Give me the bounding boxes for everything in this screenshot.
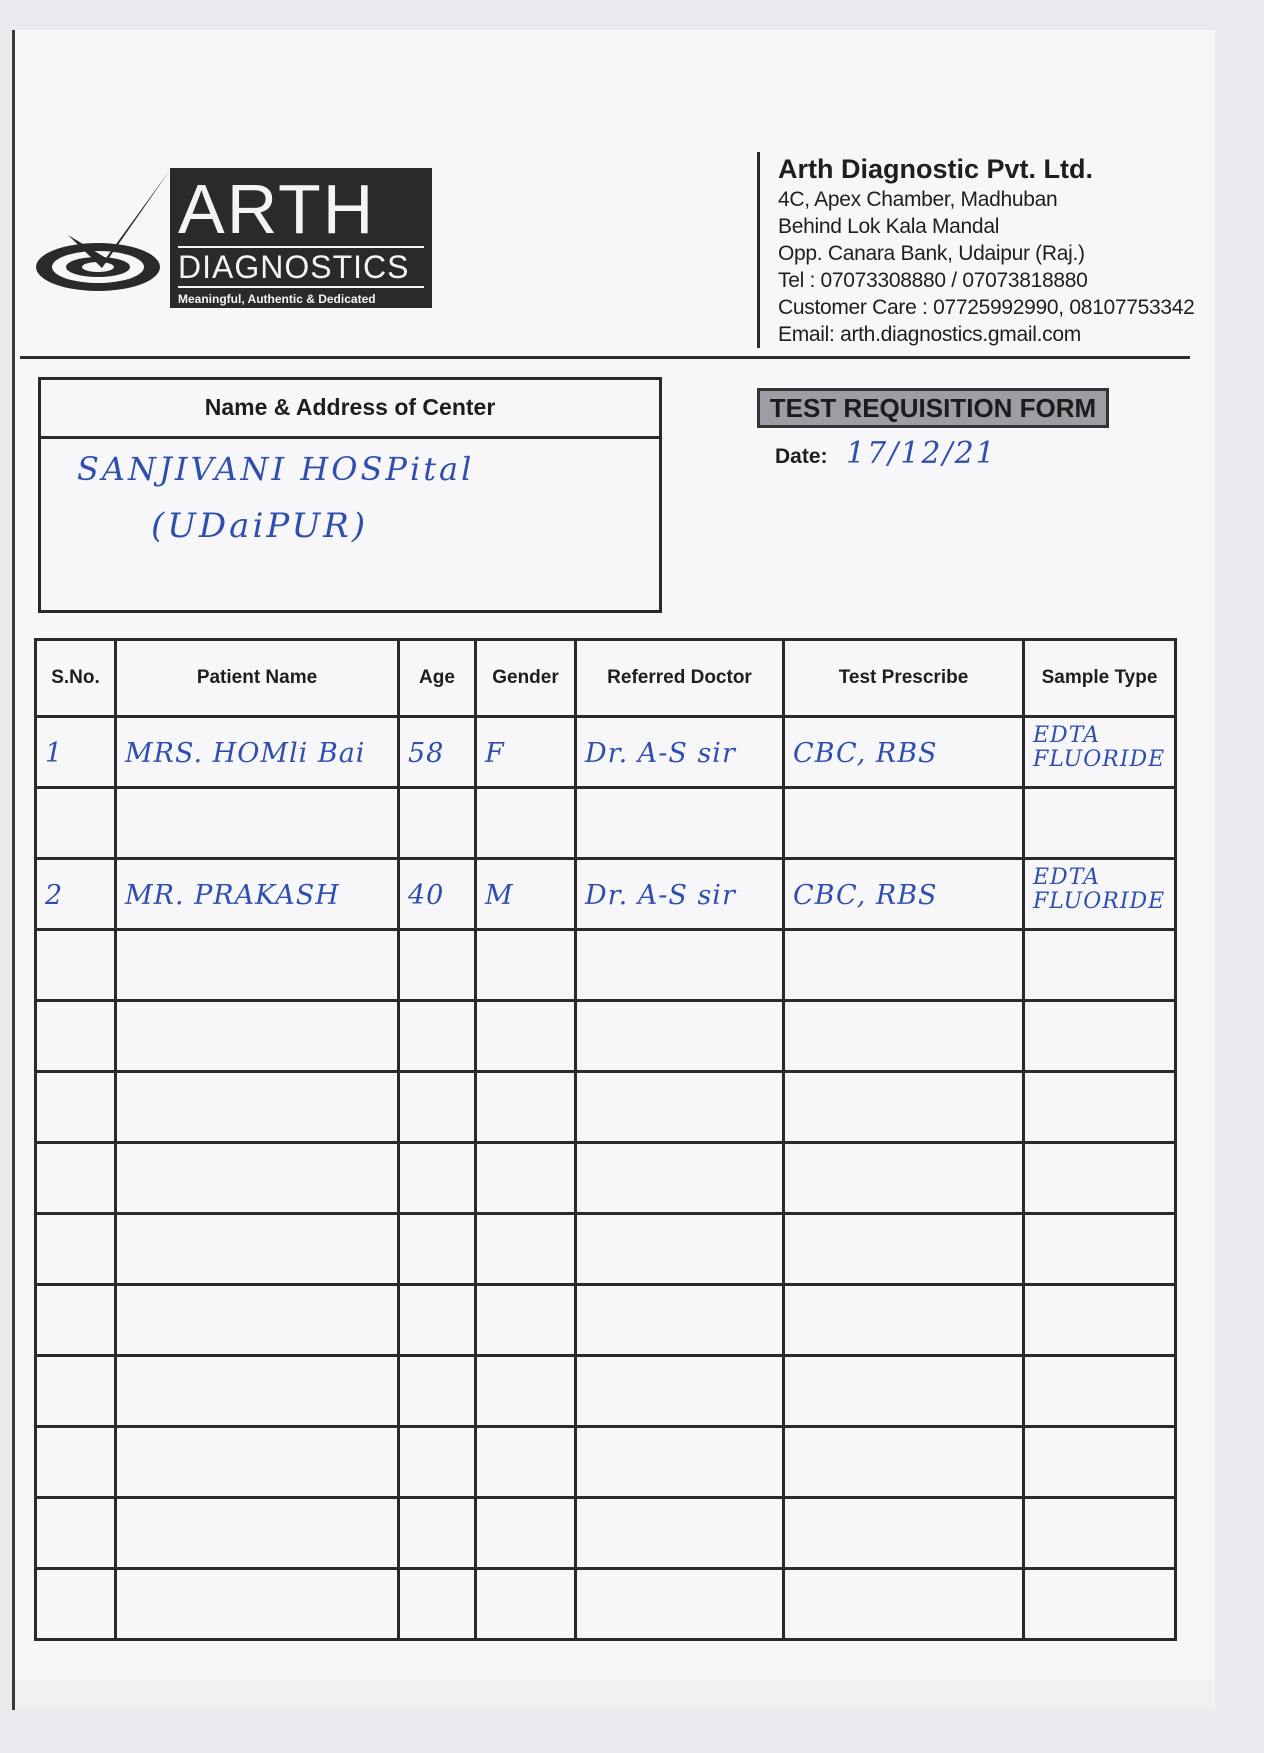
cell-age bbox=[399, 1001, 476, 1072]
cell-test-prescribe bbox=[784, 1427, 1024, 1498]
table-body bbox=[36, 717, 1176, 1640]
cell-gender-text: M bbox=[485, 880, 514, 911]
cell-referred-doctor bbox=[576, 1427, 784, 1498]
cell-sno bbox=[36, 1072, 116, 1143]
cell-referred-doctor-text: Dr. A-S sir bbox=[585, 880, 736, 911]
cell-referred-doctor bbox=[576, 1356, 784, 1427]
company-name: Arth Diagnostic Pvt. Ltd. bbox=[778, 154, 1094, 184]
cell-referred-doctor bbox=[576, 1001, 784, 1072]
company-info bbox=[757, 152, 1228, 348]
cell-sno bbox=[36, 1214, 116, 1285]
cell-sample-type bbox=[1024, 859, 1176, 930]
cell-patient-name bbox=[116, 859, 399, 930]
telephone: Tel : 07073308880 / 07073818880 bbox=[778, 269, 1088, 292]
cell-sample-type bbox=[1024, 1427, 1176, 1498]
cell-sno-text: 1 bbox=[45, 738, 64, 769]
cell-gender-text: F bbox=[485, 738, 505, 769]
cell-sno bbox=[36, 1356, 116, 1427]
cell-age bbox=[399, 1569, 476, 1640]
cell-sample-type bbox=[1024, 1356, 1176, 1427]
customer-care: Customer Care : 07725992990, 08107753342 bbox=[778, 296, 1195, 319]
table-row bbox=[36, 1427, 1176, 1498]
cell-patient-name bbox=[116, 1498, 399, 1569]
table-row bbox=[36, 1356, 1176, 1427]
patient-table bbox=[34, 638, 1177, 1641]
cell-age-text: 40 bbox=[408, 880, 445, 911]
table-row bbox=[36, 1498, 1176, 1569]
cell-patient-name bbox=[116, 1569, 399, 1640]
cell-gender bbox=[476, 930, 576, 1001]
cell-test-prescribe bbox=[784, 1214, 1024, 1285]
cell-sample-type bbox=[1024, 1143, 1176, 1214]
cell-test-prescribe bbox=[784, 930, 1024, 1001]
cell-referred-doctor bbox=[576, 859, 784, 930]
cell-test-prescribe-text: CBC, RBS bbox=[793, 738, 938, 769]
header-gender: Gender bbox=[476, 640, 576, 717]
cell-sample-type bbox=[1024, 1569, 1176, 1640]
cell-sno bbox=[36, 1001, 116, 1072]
cell-sno bbox=[36, 859, 116, 930]
table-row bbox=[36, 1001, 1176, 1072]
cell-patient-name bbox=[116, 1214, 399, 1285]
cell-gender bbox=[476, 1072, 576, 1143]
address-line-1: 4C, Apex Chamber, Madhuban bbox=[778, 188, 1058, 211]
cell-age bbox=[399, 717, 476, 788]
cell-sno bbox=[36, 717, 116, 788]
cell-gender bbox=[476, 717, 576, 788]
cell-age-text: 58 bbox=[408, 738, 445, 769]
cell-patient-name bbox=[116, 1072, 399, 1143]
date-value: 17/12/21 bbox=[846, 436, 997, 471]
header-age: Age bbox=[399, 640, 476, 717]
cell-sample-type bbox=[1024, 1001, 1176, 1072]
company-logo bbox=[20, 140, 440, 320]
table-header-row bbox=[36, 640, 1176, 717]
cell-test-prescribe bbox=[784, 788, 1024, 859]
center-city: (UDaiPUR) bbox=[151, 506, 369, 546]
center-address-box bbox=[38, 377, 662, 613]
table-row bbox=[36, 859, 1176, 930]
table-row bbox=[36, 930, 1176, 1001]
address-line-3: Opp. Canara Bank, Udaipur (Raj.) bbox=[778, 242, 1085, 265]
cell-gender bbox=[476, 1569, 576, 1640]
cell-age bbox=[399, 859, 476, 930]
cell-sample-type bbox=[1024, 1072, 1176, 1143]
cell-test-prescribe bbox=[784, 1072, 1024, 1143]
cell-patient-name bbox=[116, 1356, 399, 1427]
cell-sno bbox=[36, 1427, 116, 1498]
cell-sample-type bbox=[1024, 930, 1176, 1001]
cell-gender bbox=[476, 1001, 576, 1072]
cell-patient-name bbox=[116, 1285, 399, 1356]
cell-sample-type-text: EDTA FLUORIDE bbox=[1033, 723, 1166, 772]
cell-gender bbox=[476, 1356, 576, 1427]
cell-sample-type bbox=[1024, 1498, 1176, 1569]
cell-test-prescribe bbox=[784, 1285, 1024, 1356]
table-row bbox=[36, 717, 1176, 788]
cell-referred-doctor bbox=[576, 717, 784, 788]
cell-referred-doctor bbox=[576, 1143, 784, 1214]
sheet-bottom-edge bbox=[15, 1680, 1215, 1710]
logo-wordmark bbox=[170, 168, 432, 308]
cell-patient-name bbox=[116, 717, 399, 788]
cell-sno bbox=[36, 1143, 116, 1214]
cell-sample-type bbox=[1024, 1285, 1176, 1356]
cell-age bbox=[399, 1427, 476, 1498]
cell-patient-name bbox=[116, 1427, 399, 1498]
cell-referred-doctor bbox=[576, 1569, 784, 1640]
cell-referred-doctor bbox=[576, 788, 784, 859]
cell-gender bbox=[476, 1427, 576, 1498]
header-test-prescribe: Test Prescribe bbox=[784, 640, 1024, 717]
cell-sample-type bbox=[1024, 717, 1176, 788]
table-row bbox=[36, 1569, 1176, 1640]
center-name: SANJIVANI HOSPital bbox=[77, 450, 475, 488]
cell-referred-doctor bbox=[576, 1072, 784, 1143]
cell-test-prescribe bbox=[784, 1356, 1024, 1427]
header-divider bbox=[20, 356, 1190, 359]
cell-referred-doctor bbox=[576, 1214, 784, 1285]
cell-sample-type bbox=[1024, 788, 1176, 859]
target-check-icon bbox=[20, 140, 190, 310]
cell-sno bbox=[36, 1285, 116, 1356]
cell-test-prescribe bbox=[784, 1498, 1024, 1569]
cell-referred-doctor-text: Dr. A-S sir bbox=[585, 738, 736, 769]
table-row bbox=[36, 788, 1176, 859]
email: Email: arth.diagnostics.gmail.com bbox=[778, 323, 1081, 346]
cell-gender bbox=[476, 1498, 576, 1569]
cell-age bbox=[399, 930, 476, 1001]
table-row bbox=[36, 1214, 1176, 1285]
cell-age bbox=[399, 788, 476, 859]
date-label: Date: bbox=[775, 445, 828, 468]
header-sno: S.No. bbox=[36, 640, 116, 717]
cell-gender bbox=[476, 1285, 576, 1356]
cell-test-prescribe bbox=[784, 859, 1024, 930]
cell-referred-doctor bbox=[576, 1285, 784, 1356]
address-line-2: Behind Lok Kala Mandal bbox=[778, 215, 1000, 238]
form-title: TEST REQUISITION FORM bbox=[757, 388, 1109, 428]
cell-sno bbox=[36, 788, 116, 859]
cell-gender bbox=[476, 1214, 576, 1285]
table-row bbox=[36, 1143, 1176, 1214]
cell-sno bbox=[36, 930, 116, 1001]
cell-patient-name bbox=[116, 930, 399, 1001]
logo-sub-text: DIAGNOSTICS bbox=[178, 249, 410, 285]
cell-sample-type bbox=[1024, 1214, 1176, 1285]
cell-test-prescribe bbox=[784, 1143, 1024, 1214]
header-patient-name: Patient Name bbox=[116, 640, 399, 717]
cell-referred-doctor bbox=[576, 1498, 784, 1569]
cell-referred-doctor bbox=[576, 930, 784, 1001]
cell-sample-type-text: EDTA FLUORIDE bbox=[1033, 865, 1166, 914]
cell-age bbox=[399, 1356, 476, 1427]
header-referred-doctor: Referred Doctor bbox=[576, 640, 784, 717]
cell-age bbox=[399, 1143, 476, 1214]
cell-gender bbox=[476, 859, 576, 930]
cell-test-prescribe-text: CBC, RBS bbox=[793, 880, 938, 911]
cell-sno bbox=[36, 1569, 116, 1640]
center-heading: Name & Address of Center bbox=[41, 380, 659, 439]
logo-divider-2 bbox=[178, 286, 424, 288]
cell-gender bbox=[476, 1143, 576, 1214]
cell-age bbox=[399, 1285, 476, 1356]
cell-age bbox=[399, 1214, 476, 1285]
logo-tagline: Meaningful, Authentic & Dedicated bbox=[178, 292, 376, 306]
cell-age bbox=[399, 1498, 476, 1569]
cell-patient-name bbox=[116, 1143, 399, 1214]
header-sample-type: Sample Type bbox=[1024, 640, 1176, 717]
cell-sno-text: 2 bbox=[45, 880, 64, 911]
logo-main-text: ARTH bbox=[178, 170, 376, 248]
cell-patient-name-text: MR. PRAKASH bbox=[125, 880, 340, 911]
cell-patient-name bbox=[116, 1001, 399, 1072]
cell-patient-name bbox=[116, 788, 399, 859]
cell-age bbox=[399, 1072, 476, 1143]
cell-sno bbox=[36, 1498, 116, 1569]
cell-patient-name-text: MRS. HOMli Bai bbox=[125, 738, 366, 769]
cell-test-prescribe bbox=[784, 1001, 1024, 1072]
cell-test-prescribe bbox=[784, 717, 1024, 788]
cell-test-prescribe bbox=[784, 1569, 1024, 1640]
table-row bbox=[36, 1072, 1176, 1143]
table-row bbox=[36, 1285, 1176, 1356]
cell-gender bbox=[476, 788, 576, 859]
